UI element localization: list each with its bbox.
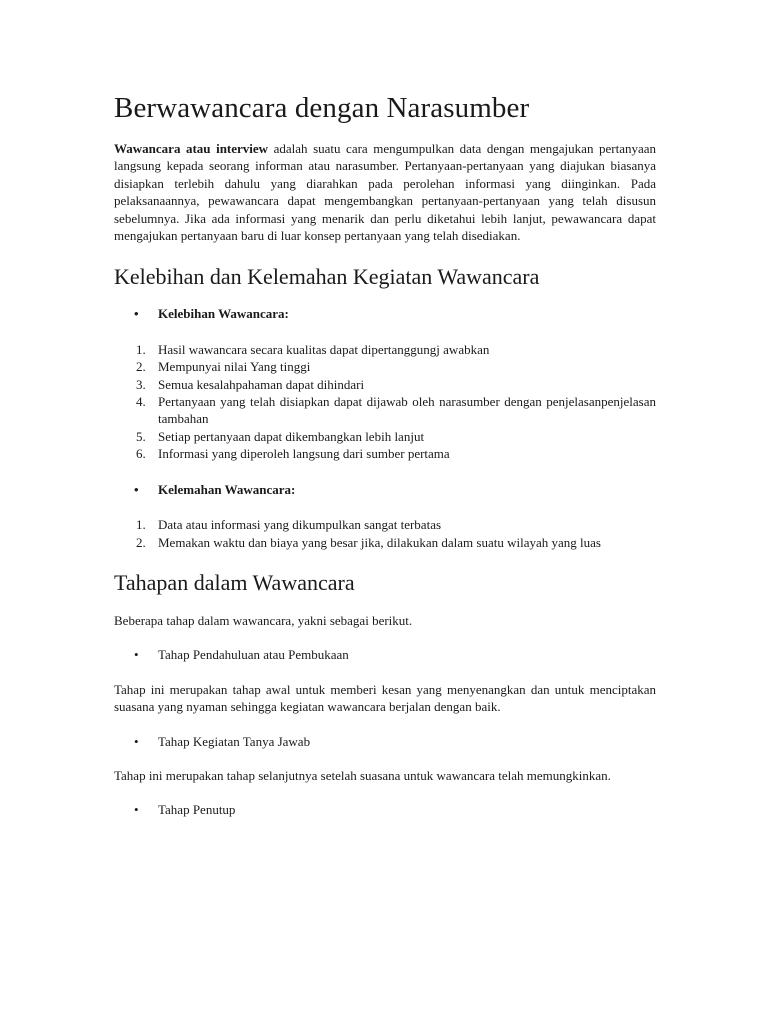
list-item: 1. Data atau informasi yang dikumpulkan sangat terbatas bbox=[136, 517, 442, 533]
kelemahan-label: • Kelemahan Wawancara: bbox=[114, 481, 656, 498]
list-item: 6. Informasi yang diperoleh langsung dari sumber pertama bbox=[136, 446, 450, 462]
section-heading-tahapan: Tahapan dalam Wawancara bbox=[114, 569, 355, 595]
document-content bbox=[114, 90, 656, 819]
intro-body: adalah suatu cara mengumpulkan data dengan mengajukan pertanyaan langsung kepada seorang informan atau narasumber. Pertanyaan-pertanyaan yang diajukan biasanya disiapkan terlebih dahulu yang diarahkan pada perolehan informasi yang diinginkan. Pada pelaksanaannya, pewawancara dapat mengembangkan pertanyaan-pertanyaan yang telah disusun sebelumnya. Jika ada informasi yang menarik dan perlu diketahui lebih lanjut, pewawancara dapat mengajukan pertanyaan baru di luar konsep pertanyaan yang telah disediakan. bbox=[114, 141, 656, 244]
kelemahan-list bbox=[114, 516, 656, 551]
stage3-list bbox=[114, 801, 656, 818]
stage2-list bbox=[114, 733, 656, 750]
list-item: 2. Mempunyai nilai Yang tinggi bbox=[136, 359, 311, 375]
kelebihan-label-list bbox=[114, 305, 656, 322]
stage1-label: • Tahap Pendahuluan atau Pembukaan bbox=[114, 646, 656, 663]
intro-paragraph bbox=[114, 140, 656, 244]
tahapan-intro: Beberapa tahap dalam wawancara, yakni sebagai berikut. bbox=[114, 612, 413, 628]
kelebihan-list bbox=[114, 341, 656, 463]
stage1-list bbox=[114, 646, 656, 663]
stage2-label: • Tahap Kegiatan Tanya Jawab bbox=[114, 733, 656, 750]
section-heading-kelebihan-kelemahan: Kelebihan dan Kelemahan Kegiatan Wawancara bbox=[114, 264, 540, 290]
intro-lead: Wawancara atau interview bbox=[114, 141, 269, 156]
list-item: 4. Pertanyaan yang telah disiapkan dapat dijawab oleh narasumber dengan penjelasanpenjelasan tambahan bbox=[136, 394, 656, 427]
stage1-description: Tahap ini merupakan tahap awal untuk memberi kesan yang menyenangkan dan untuk menciptakan suasana yang nyaman sehingga kegiatan wawancara berjalan dengan baik. bbox=[114, 681, 656, 715]
kelebihan-label: • Kelebihan Wawancara: bbox=[114, 305, 656, 322]
list-item: 3. Semua kesalahpahaman dapat dihindari bbox=[136, 376, 365, 392]
list-item: 1. Hasil wawancara secara kualitas dapat dipertanggungj awabkan bbox=[136, 341, 490, 357]
stage2-description: Tahap ini merupakan tahap selanjutnya setelah suasana untuk wawancara telah memungkinkan. bbox=[114, 767, 611, 783]
list-item: 2. Memakan waktu dan biaya yang besar jika, dilakukan dalam suatu wilayah yang luas bbox=[136, 534, 601, 550]
list-item: 5. Setiap pertanyaan dapat dikembangkan lebih lanjut bbox=[136, 428, 425, 444]
stage3-label: • Tahap Penutup bbox=[114, 801, 656, 818]
kelemahan-label-list bbox=[114, 481, 656, 498]
page-title: Berwawancara dengan Narasumber bbox=[114, 92, 530, 124]
